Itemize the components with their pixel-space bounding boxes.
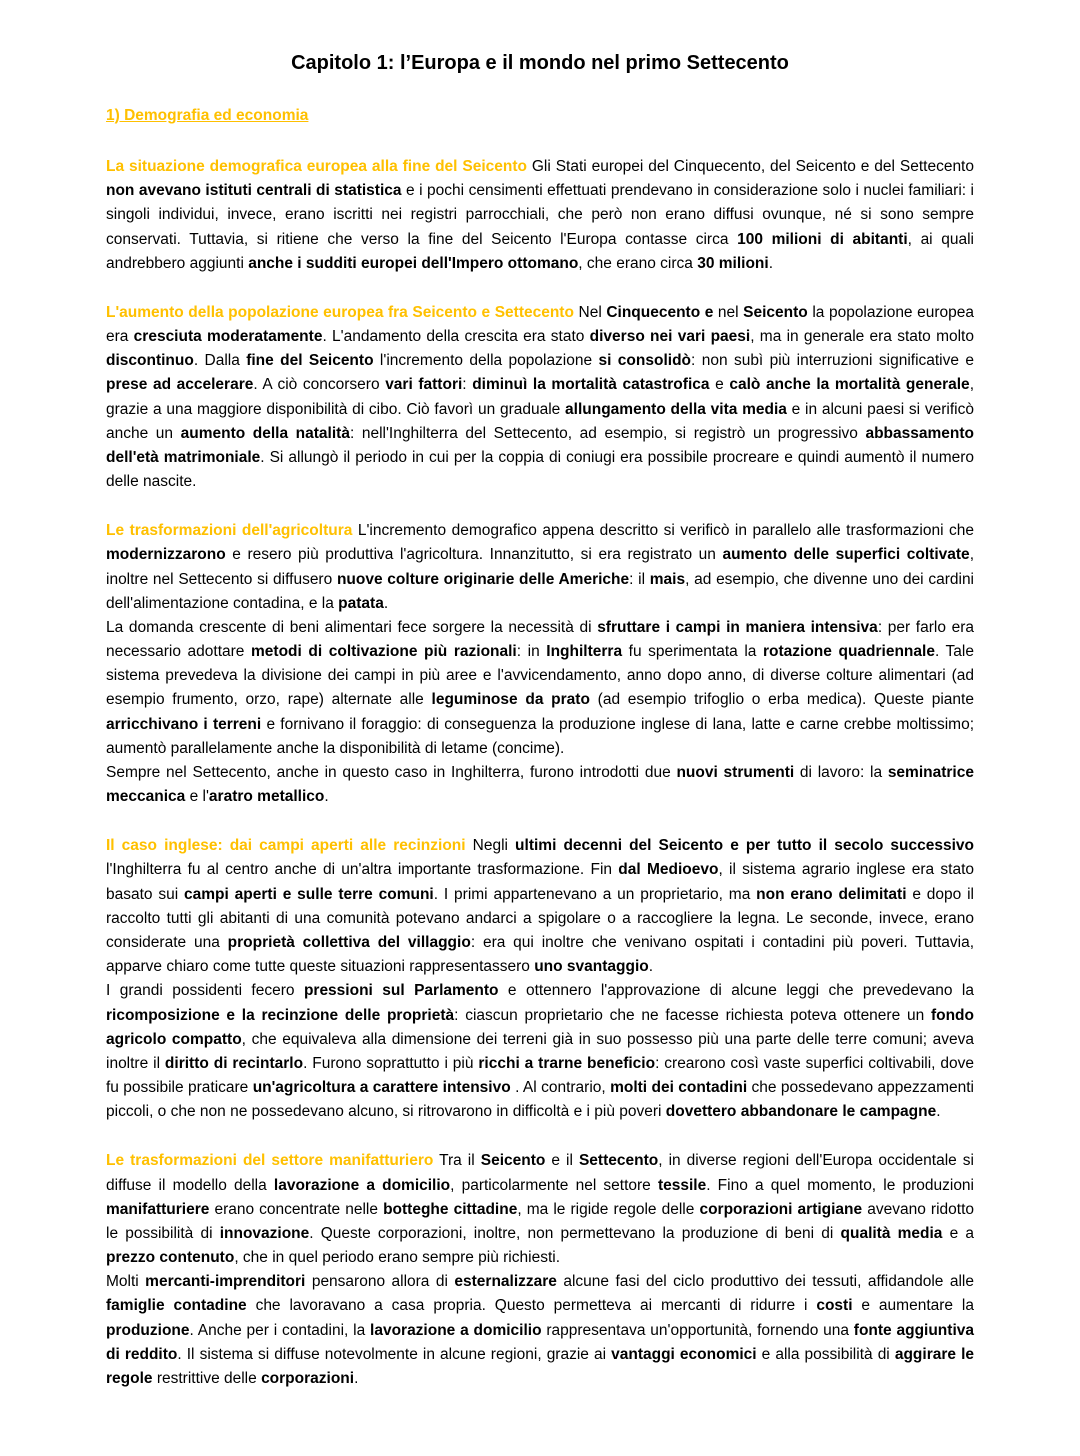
bold-text-segment: leguminose da prato bbox=[431, 691, 590, 709]
section-heading: 1) Demografia ed economia bbox=[106, 107, 309, 124]
bold-text-segment: abbassamento dell'età matrimoniale bbox=[106, 424, 974, 466]
bold-text-segment: non avevano istituti centrali di statistica bbox=[106, 182, 402, 200]
text-segment: . bbox=[324, 788, 329, 806]
text-segment: : il bbox=[629, 570, 650, 588]
bold-text-segment: sfruttare i campi in maniera intensiva bbox=[597, 618, 878, 636]
bold-text-segment: dovettero abbandonare le campagne bbox=[665, 1103, 937, 1121]
bold-text-segment: famiglie contadine bbox=[106, 1297, 247, 1315]
text-segment: che lavoravano a casa propria. Questo permetteva ai mercanti di ridurre i bbox=[246, 1297, 817, 1315]
text-segment: , che erano circa bbox=[578, 254, 698, 272]
bold-text-segment: Cinquecento e bbox=[606, 303, 714, 321]
bold-text-segment: un'agricoltura a carattere intensivo bbox=[252, 1079, 511, 1097]
text-segment: : era qui inoltre che venivano ospitati i contadini più poveri. Tuttavia, apparve chiaro come tutte queste situazioni rappresentassero bbox=[106, 933, 975, 976]
text-segment: , il sistema agrario inglese era stato basato sui bbox=[106, 861, 974, 903]
text-segment: : in bbox=[516, 643, 547, 661]
paragraph-lead: La situazione demografica europea alla fine del Seicento bbox=[106, 158, 527, 175]
bold-text-segment: aggirare le regole bbox=[106, 1345, 974, 1387]
bold-text-segment: anche i sudditi europei dell'Impero ottomano bbox=[248, 254, 579, 272]
text-segment: : ciascun proprietario che ne facesse richiesta poteva ottenere un bbox=[454, 1006, 931, 1024]
bold-text-segment: diritto di recintarlo bbox=[164, 1054, 304, 1072]
text-segment: , che equivaleva alla dimensione dei terreni già in suo possesso più una parte delle terre comuni; aveva inoltre il bbox=[106, 1030, 974, 1072]
paragraph bbox=[106, 155, 974, 276]
bold-text-segment: non erano delimitati bbox=[756, 885, 907, 903]
text-segment: . Fino a quel momento, le produzioni bbox=[706, 1176, 974, 1194]
text-segment: erano concentrate nelle bbox=[209, 1200, 384, 1218]
text-segment: , ma in generale era stato molto bbox=[750, 328, 974, 346]
text-segment: , in diverse regioni dell'Europa occidentale si diffuse il modello della bbox=[106, 1152, 974, 1194]
text-segment: Tra il bbox=[433, 1152, 481, 1170]
bold-text-segment: Seicento bbox=[743, 303, 808, 321]
document-body bbox=[106, 155, 974, 1391]
text-segment: e ottennero l'approvazione di alcune leggi che prevedevano la bbox=[498, 982, 974, 1000]
bold-text-segment: esternalizzare bbox=[454, 1273, 557, 1291]
text-segment: I grandi possidenti fecero bbox=[106, 982, 304, 1000]
bold-text-segment: tessile bbox=[657, 1176, 707, 1194]
bold-text-segment: rotazione quadriennale bbox=[763, 643, 935, 661]
text-segment: e a bbox=[942, 1224, 975, 1242]
text-segment: e bbox=[709, 376, 730, 394]
bold-text-segment: innovazione bbox=[219, 1224, 310, 1242]
bold-text-segment: prese ad accelerare bbox=[106, 376, 254, 394]
text-segment: . Al contrario, bbox=[510, 1079, 611, 1097]
bold-text-segment: prezzo contenuto bbox=[106, 1249, 235, 1267]
text-segment: . bbox=[768, 254, 774, 272]
text-segment: e in alcuni paesi si verificò anche un bbox=[106, 400, 974, 442]
bold-text-segment: patata bbox=[338, 594, 384, 612]
bold-text-segment: fondo agricolo compatto bbox=[106, 1006, 974, 1048]
text-segment: L'incremento demografico appena descritto si verificò in parallelo alle trasformazioni che bbox=[352, 522, 974, 540]
bold-text-segment: dal Medioevo bbox=[618, 861, 719, 879]
bold-text-segment: ultimi decenni del Seicento e per tutto il secolo successivo bbox=[515, 837, 975, 855]
bold-text-segment: diverso nei vari paesi bbox=[589, 328, 751, 346]
text-segment: e fornivano il foraggio: di conseguenza la produzione inglese di lana, latte e carne crebbe moltissimo; aumentò parallelamente anche la disponibilità di letame (concime). bbox=[106, 715, 974, 757]
text-segment: . bbox=[936, 1103, 941, 1121]
text-segment: . Anche per i contadini, la bbox=[189, 1321, 371, 1339]
bold-text-segment: costi bbox=[816, 1297, 853, 1315]
bold-text-segment: pressioni sul Parlamento bbox=[303, 982, 499, 1000]
text-segment: fu sperimentata la bbox=[622, 643, 763, 661]
bold-text-segment: corporazioni artigiane bbox=[699, 1200, 863, 1218]
bold-text-segment: mais bbox=[649, 570, 686, 588]
bold-text-segment: manifatturiere bbox=[106, 1200, 210, 1218]
bold-text-segment: metodi di coltivazione più razionali bbox=[251, 643, 517, 661]
bold-text-segment: aratro metallico bbox=[208, 788, 325, 806]
text-segment: . Queste corporazioni, inoltre, non permettevano la produzione di beni di bbox=[309, 1224, 841, 1242]
bold-text-segment: lavorazione a domicilio bbox=[370, 1321, 542, 1339]
paragraph-lead: Le trasformazioni del settore manifatturiero bbox=[106, 1152, 434, 1170]
text-segment: e aumentare la bbox=[852, 1297, 974, 1315]
text-segment: e l' bbox=[185, 788, 209, 806]
bold-text-segment: 30 milioni bbox=[697, 254, 769, 272]
bold-text-segment: 100 milioni di abitanti bbox=[737, 230, 908, 248]
text-segment: : nell'Inghilterra del Settecento, ad esempio, si registrò un progressivo bbox=[349, 424, 866, 442]
paragraph bbox=[106, 519, 974, 809]
text-segment: l'Inghilterra fu al centro anche di un'altra importante trasformazione. Fin bbox=[106, 861, 619, 879]
text-segment: Sempre nel Settecento, anche in questo caso in Inghilterra, furono introdotti due bbox=[106, 763, 677, 781]
bold-text-segment: modernizzarono bbox=[106, 546, 226, 564]
bold-text-segment: produzione bbox=[106, 1321, 190, 1339]
bold-text-segment: diminuì la mortalità catastrofica bbox=[472, 376, 710, 394]
bold-text-segment: campi aperti e sulle terre comuni bbox=[184, 885, 434, 903]
text-segment: restrittive delle bbox=[152, 1369, 262, 1387]
text-segment: . bbox=[354, 1369, 359, 1387]
text-segment: , inoltre nel Settecento si diffusero bbox=[106, 546, 974, 588]
text-segment: , ad esempio, che divenne uno dei cardini dell'alimentazione contadina, e la bbox=[106, 570, 975, 612]
text-segment: e il bbox=[545, 1152, 579, 1170]
bold-text-segment: calò anche la mortalità generale bbox=[729, 376, 970, 394]
bold-text-segment: discontinuo bbox=[106, 352, 194, 370]
text-segment: . Il sistema si diffuse notevolmente in alcune regioni, grazie ai bbox=[177, 1345, 612, 1363]
bold-text-segment: fine del Seicento bbox=[246, 352, 374, 370]
text-segment: di lavoro: la bbox=[794, 763, 888, 781]
bold-text-segment: Seicento bbox=[480, 1152, 546, 1170]
bold-text-segment: nuovi strumenti bbox=[676, 763, 795, 781]
text-segment: : crearono così vaste superfici coltivabili, dove fu possibile praticare bbox=[106, 1054, 974, 1097]
text-segment: , ai quali andrebbero aggiunti bbox=[106, 230, 974, 272]
bold-text-segment: seminatrice meccanica bbox=[106, 763, 974, 806]
text-segment: . Dalla bbox=[193, 352, 247, 370]
text-segment: rappresentava un'opportunità, fornendo una bbox=[541, 1321, 854, 1339]
text-segment: . L'andamento della crescita era stato bbox=[322, 328, 590, 346]
bold-text-segment: molti dei contadini bbox=[610, 1079, 748, 1097]
bold-text-segment: fonte aggiuntiva di reddito bbox=[106, 1321, 974, 1363]
text-segment: Nel bbox=[573, 303, 607, 321]
paragraph bbox=[106, 1149, 974, 1391]
bold-text-segment: cresciuta moderatamente bbox=[133, 328, 323, 346]
text-segment: e i pochi censimenti effettuati prendevano in considerazione solo i nuclei familiari: i singoli individui, invece, erano iscritti nei registri parrocchiali, che però non erano diffusi ovunque, né si sono sempre conservati. Tuttavia, si ritiene che verso la fine del Seicento l'Europa contasse circa bbox=[106, 182, 975, 248]
text-segment: Gli Stati europei del Cinquecento, del Seicento e del Settecento bbox=[526, 158, 974, 175]
text-segment: : non subì più interruzioni significative e bbox=[691, 352, 974, 370]
text-segment: . I primi appartenevano a un proprietario, ma bbox=[433, 885, 757, 903]
bold-text-segment: allungamento della vita media bbox=[565, 400, 787, 418]
bold-text-segment: ricomposizione e la recinzione delle proprietà bbox=[106, 1006, 455, 1024]
text-segment: . A ciò concorsero bbox=[253, 376, 386, 394]
paragraph bbox=[106, 301, 974, 494]
text-segment: La domanda crescente di beni alimentari fece sorgere la necessità di bbox=[106, 618, 598, 636]
text-segment: , ma le rigide regole delle bbox=[517, 1200, 700, 1218]
bold-text-segment: Settecento bbox=[578, 1152, 659, 1170]
text-segment: e resero più produttiva l'agricoltura. Innanzitutto, si era registrato un bbox=[225, 546, 723, 564]
text-segment: l'incremento della popolazione bbox=[373, 352, 599, 370]
paragraph-lead: Il caso inglese: dai campi aperti alle recinzioni bbox=[106, 837, 466, 855]
bold-text-segment: lavorazione a domicilio bbox=[273, 1176, 451, 1194]
paragraph bbox=[106, 834, 974, 1124]
text-segment: pensarono allora di bbox=[305, 1273, 455, 1291]
paragraph-lead: L'aumento della popolazione europea fra Seicento e Settecento bbox=[106, 303, 574, 321]
text-segment: Negli bbox=[465, 837, 516, 855]
bold-text-segment: Inghilterra bbox=[546, 643, 623, 661]
text-segment: : bbox=[462, 376, 473, 394]
bold-text-segment: corporazioni bbox=[261, 1369, 355, 1387]
bold-text-segment: proprietà collettiva del villaggio bbox=[227, 933, 471, 951]
bold-text-segment: mercanti-imprenditori bbox=[145, 1273, 306, 1291]
bold-text-segment: si consolidò bbox=[598, 352, 692, 370]
text-segment: . bbox=[648, 958, 654, 976]
text-segment: Molti bbox=[106, 1273, 146, 1291]
text-segment: . Furono soprattutto i più bbox=[303, 1054, 479, 1072]
bold-text-segment: vari fattori bbox=[385, 376, 463, 394]
bold-text-segment: arricchivano i terreni bbox=[106, 715, 262, 733]
text-segment: , particolarmente nel settore bbox=[450, 1176, 658, 1194]
document-title: Capitolo 1: l’Europa e il mondo nel primo Settecento bbox=[291, 52, 789, 74]
text-segment: e alla possibilità di bbox=[756, 1345, 895, 1363]
text-segment: che possedevano appezzamenti piccoli, o che non ne possedevano alcuno, si ritrovarono in difficoltà e i più poveri bbox=[106, 1079, 975, 1121]
text-segment: avevano ridotto le possibilità di bbox=[106, 1200, 974, 1242]
bold-text-segment: qualità media bbox=[840, 1224, 943, 1242]
text-segment: la popolazione europea era bbox=[106, 303, 974, 346]
bold-text-segment: vantaggi economici bbox=[611, 1345, 757, 1363]
text-segment: , che in quel periodo erano sempre più richiesti. bbox=[234, 1249, 560, 1267]
text-segment: . bbox=[383, 594, 389, 612]
paragraph-lead: Le trasformazioni dell'agricoltura bbox=[106, 522, 353, 540]
bold-text-segment: aumento della natalità bbox=[180, 424, 350, 442]
bold-text-segment: uno svantaggio bbox=[534, 958, 649, 976]
text-segment: . Si allungò il periodo in cui per la coppia di coniugi era possibile procreare e quindi aumentò il numero delle nascite. bbox=[106, 448, 975, 491]
text-segment: e dopo il raccolto tutti gli abitanti di una comunità potevano andarci a spigolare o a raccogliere la legna. Le seconde, invece, erano considerate una bbox=[106, 885, 974, 951]
text-segment: alcune fasi del ciclo produttivo dei tessuti, affidandole alle bbox=[556, 1273, 974, 1291]
bold-text-segment: nuove colture originarie delle Americhe bbox=[336, 570, 630, 588]
text-segment: . Tale sistema prevedeva la divisione dei campi in più aree e l'avvicendamento, anno dopo anno, di diverse colture alimentari (ad esempio frumento, orzo, rape) alternate alle bbox=[106, 643, 974, 709]
bold-text-segment: ricchi a trarne beneficio bbox=[478, 1054, 656, 1072]
text-segment: nel bbox=[713, 303, 744, 321]
bold-text-segment: aumento delle superfici coltivate bbox=[722, 546, 970, 564]
text-segment: : per farlo era necessario adottare bbox=[106, 618, 975, 661]
text-segment: (ad esempio trifoglio o erba medica). Queste piante bbox=[589, 691, 974, 709]
text-segment: , grazie a una maggiore disponibilità di cibo. Ciò favorì un graduale bbox=[106, 376, 974, 418]
bold-text-segment: botteghe cittadine bbox=[383, 1200, 518, 1218]
